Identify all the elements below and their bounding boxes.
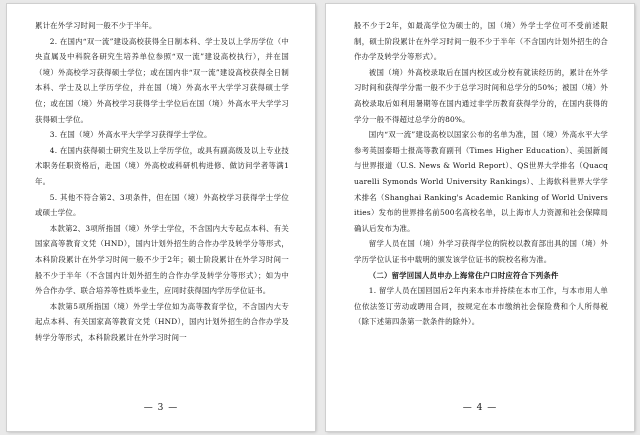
document-page-3 [7, 4, 315, 431]
paragraph: 1. 留学人员在国回国后2年内来本市并持续在本市工作，与本市用人单位依法签订劳动或聘用合同，按规定在本市缴纳社会保险费和个人所得税（除下述第四条第一款条件的除外）。 [354, 286, 608, 327]
paragraph: 累计在外学习时间一般不少于半年。 [35, 21, 157, 30]
paragraph: 留学人员在国（境）外学习获得学位的院校以教育部出具的国（境）外学历学位认证书中载明的颁发该学位证书的院校名称为准。 [354, 239, 608, 264]
paragraph: 被国（境）外高校录取后在国内校区或分校有就读经历的，累计在外学习时间和获得学分需一般不少于总学习时间和总学分的50%；被国（境）外高校录取后如利用暑期等在国内通过非学历教育获得学分的，在国内获得的学分一般不得超过总学分的80%。 [354, 67, 608, 124]
paragraph: 2. 在国内“双一流”建设高校获得全日制本科、学士及以上学历学位（中央直属及中科院各研究生培养单位参照“双一流”建设高校执行），并在国（境）外高校学习获得硕士学位；或在国内非“双一流”建设高校获得全日制本科、学士及以上学历学位，并在国（境）外高水平大学学习获得硕士学位；或在国（境）外高校学习获得学士学位后在国（境）外高水平大学学习获得硕士学位。 [35, 36, 289, 124]
section-heading: （二）留学回国人员申办上海常住户口时应符合下列条件 [368, 270, 559, 280]
page-number: — 3 — [143, 403, 179, 413]
paragraph: 般不少于2年，如最高学位为硕士的，国（境）外学士学位可不受前述限制，硕士阶段累计在外学习时间一般不少于半年（不含国内计划外招生的合作办学及转学分等形式）。 [354, 21, 608, 62]
page-body [35, 18, 289, 345]
paragraph: 4. 在国内获得硕士研究生及以上学历学位，或具有副高级及以上专业技术职务任职资格后，赴国（境）外高校或科研机构进修、做访问学者等满1年。 [35, 145, 289, 186]
paragraph: 本款第5项所指国（境）外学士学位如为高等教育学位，不含国内大专起点本科、有关国家高等教育文凭（HND），国内计划外招生的合作办学及转学分等形式，本科阶段累计在外学习时间一 [35, 301, 289, 342]
document-page-4 [326, 4, 634, 431]
paragraph: 3. 在国（境）外高水平大学学习获得学士学位。 [49, 130, 212, 140]
page-body [354, 18, 608, 330]
paragraph: 国内“双一流”建设高校以国家公布的名单为准，国（境）外高水平大学参考英国泰晤士报高等教育副刊（Times Higher Education）、美国新闻与世界报道（U.S. News & World Report）、QS世界大学排名（Quacquarelli Symonds World University Rankings）、上海软科世界大学学术排名（Shanghai Ranking's Academic Ranking of World Universities）发布的世界排名前500名高校名单，以上海市人力资源和社会保障局确认后发布为准。 [354, 130, 608, 233]
paragraph: 本款第2、3项所指国（境）外学士学位，不含国内大专起点本科、有关国家高等教育文凭（HND），国内计划外招生的合作办学及转学分等形式，本科阶段累计在外学习时间一般不少于2年；硕士阶段累计在外学习时间一般不少于半年（不含国内计划外招生的合作办学及转学分等形式）；如为中外合作办学、联合培养等性质毕业生，应同时获得国内学历学位证书。 [35, 223, 289, 296]
paragraph: 5. 其他不符合第2、3项条件，但在国（境）外高校学习获得学士学位或硕士学位。 [35, 192, 289, 218]
page-number: — 4 — [462, 403, 498, 413]
